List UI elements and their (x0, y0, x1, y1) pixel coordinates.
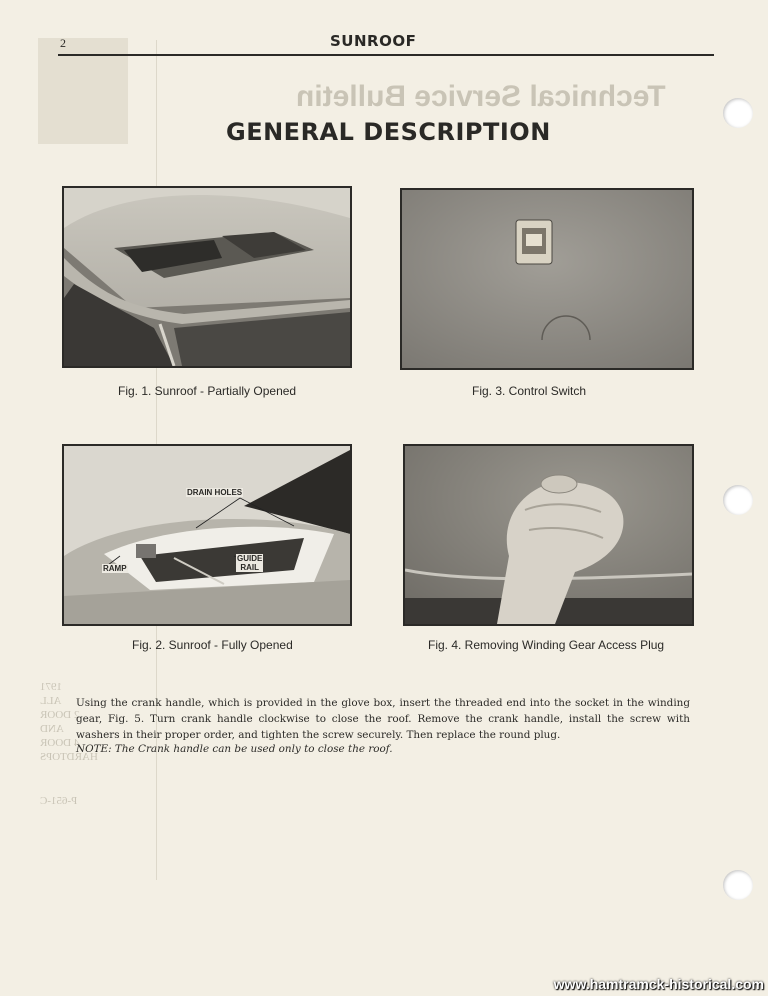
car-roof-partial-illustration (64, 188, 350, 366)
bleed-side-label: 2 DOOR (40, 709, 80, 721)
car-roof-open-illustration (64, 446, 350, 624)
figure-4-caption: Fig. 4. Removing Winding Gear Access Plug (428, 638, 665, 652)
callout-ramp: RAMP (103, 564, 127, 573)
bleed-side-label: HARDTOPS (40, 751, 98, 763)
crank-handle-note: NOTE: The Crank handle can be used only to close the roof. (76, 743, 393, 755)
hand-removing-plug-illustration (405, 446, 692, 624)
figure-2-photo (62, 444, 352, 626)
header-rule (58, 54, 714, 56)
callout-drain-holes: DRAIN HOLES (187, 488, 243, 497)
bleed-side-label: ALL (40, 695, 62, 707)
figure-1-caption: Fig. 1. Sunroof - Partially Opened (118, 384, 297, 398)
figure-2-caption: Fig. 2. Sunroof - Fully Opened (132, 638, 293, 652)
figure-3-caption: Fig. 3. Control Switch (472, 384, 587, 398)
callout-rail: RAIL (240, 563, 259, 572)
page-number: 2 (60, 36, 66, 50)
bleed-side-label: 4 DOOR (40, 737, 80, 749)
binder-hole-top (723, 98, 753, 128)
binder-hole-middle (723, 485, 753, 515)
watermark: www.hamtramck-historical.com (553, 976, 764, 992)
bleed-side-label: AND (40, 723, 64, 735)
instruction-paragraph: Using the crank handle, which is provided in the glove box, insert the threaded end into the socket in the winding gear, Fig. 5. Turn crank handle clockwise to close the roof. Remove the crank handle, install the screw with washers in their proper order, and tighten the screw securely. Then replace the round plug. (76, 697, 690, 741)
figure-1-photo (62, 186, 352, 368)
bleed-through-bulletin-title: Technical Service Bulletin (296, 80, 666, 113)
figure-3-photo (400, 188, 694, 370)
control-switch-illustration (402, 190, 692, 368)
bleed-side-label: 1971 (40, 681, 62, 693)
callout-guide-rail (236, 554, 263, 572)
bleed-side-label: P-651-C (40, 795, 78, 807)
binder-hole-bottom (723, 870, 753, 900)
figure-4-photo (403, 444, 694, 626)
page-title: GENERAL DESCRIPTION (226, 118, 551, 146)
section-title: SUNROOF (330, 32, 417, 50)
callout-guide: GUIDE (237, 554, 263, 563)
